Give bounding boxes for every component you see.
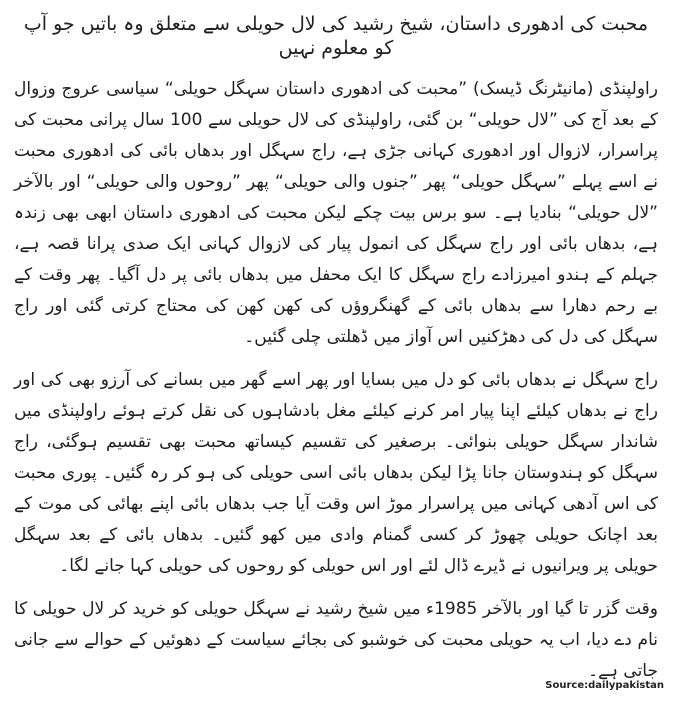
article-paragraph-1: راولپنڈی (مانیٹرنگ ڈیسک) ”محبت کی ادھوری داستان سہگل حویلی“ سیاسی عروج وزوال کے بعد آج کی ”لال حویلی“ بن گئی، راولپنڈی کی لال حویلی سے 100 سال پرانی محبت کی پراسرار، لازوال اور ادھوری کہانی جڑی ہے، راج سہگل اور بدھاں بائی کی ادھوری محبت نے اسے پہلے ”سہگل حویلی“ پھر ”جنوں والی حویلی“ پھر ”روحوں والی حویلی“ اور بالآخر ”لال حویلی“ بنادیا ہے۔ سو برس بیت چکے لیکن محبت کی ادھوری داستان ابھی بھی زندہ ہے، بدھاں بائی اور راج سہگل کی انمول پیار کی لازوال کہانی ایک صدی پرانا قصہ ہے، جہلم کے ہندو امیرزادے راج سہگل کا ایک محفل میں بدھاں بائی پر دل آگیا۔ پھر وقت کے بے رحم دھارا سے بدھاں بائی کے گھنگروؤں کی کھن کھن کی محتاج کرتی گئی اور راج سہگل کی دل کی دھڑکنیں اس آواز میں ڈھلتی چلی گئیں۔ — [14, 79, 658, 347]
source-credit: Source:dailypakistan — [545, 680, 664, 691]
article-paragraph-3: وقت گزر تا گیا اور بالآخر 1985ء میں شیخ رشید نے سہگل حویلی کو خرید کر لال حویلی کا نام دے دیا، اب یہ حویلی محبت کی خوشبو کی بجائے سیاست کے دھوئیں کے حوالے سے جانی جاتی ہے۔ — [14, 599, 658, 681]
article-paragraph-2: راج سہگل نے بدھاں بائی کو دل میں بسایا اور پھر اسے گھر میں بسانے کی آرزو بھی کی اور راج نے بدھاں کیلئے اپنا پیار امر کرنے کیلئے مغل بادشاہوں کی نقل کرتے ہوئے راولپنڈی میں شاندار سہگل حویلی بنوائی۔ برصغیر کی تقسیم کیساتھ محبت بھی تقسیم ہوگئی، راج سہگل کو ہندوستان جانا پڑا لیکن بدھاں بائی اسی حویلی کی ہو کر رہ گئیں۔ پوری محبت کی اس آدھی کہانی میں پراسرار موڑ اس وقت آیا جب بدھاں بائی اپنے بھائی کی موت کے بعد اچانک حویلی چھوڑ کر کسی گمنام وادی میں کھو گئیں۔ بدھاں بائی کے بعد سہگل حویلی پر ویرانیوں نے ڈیرے ڈال لئے اور اس حویلی کو روحوں کی حویلی کہا جانے لگا۔ — [14, 370, 658, 576]
article-title: محبت کی ادھوری داستان، شیخ رشید کی لال حویلی سے متعلق وہ باتیں جو آپ کو معلوم نہیں — [23, 13, 649, 59]
